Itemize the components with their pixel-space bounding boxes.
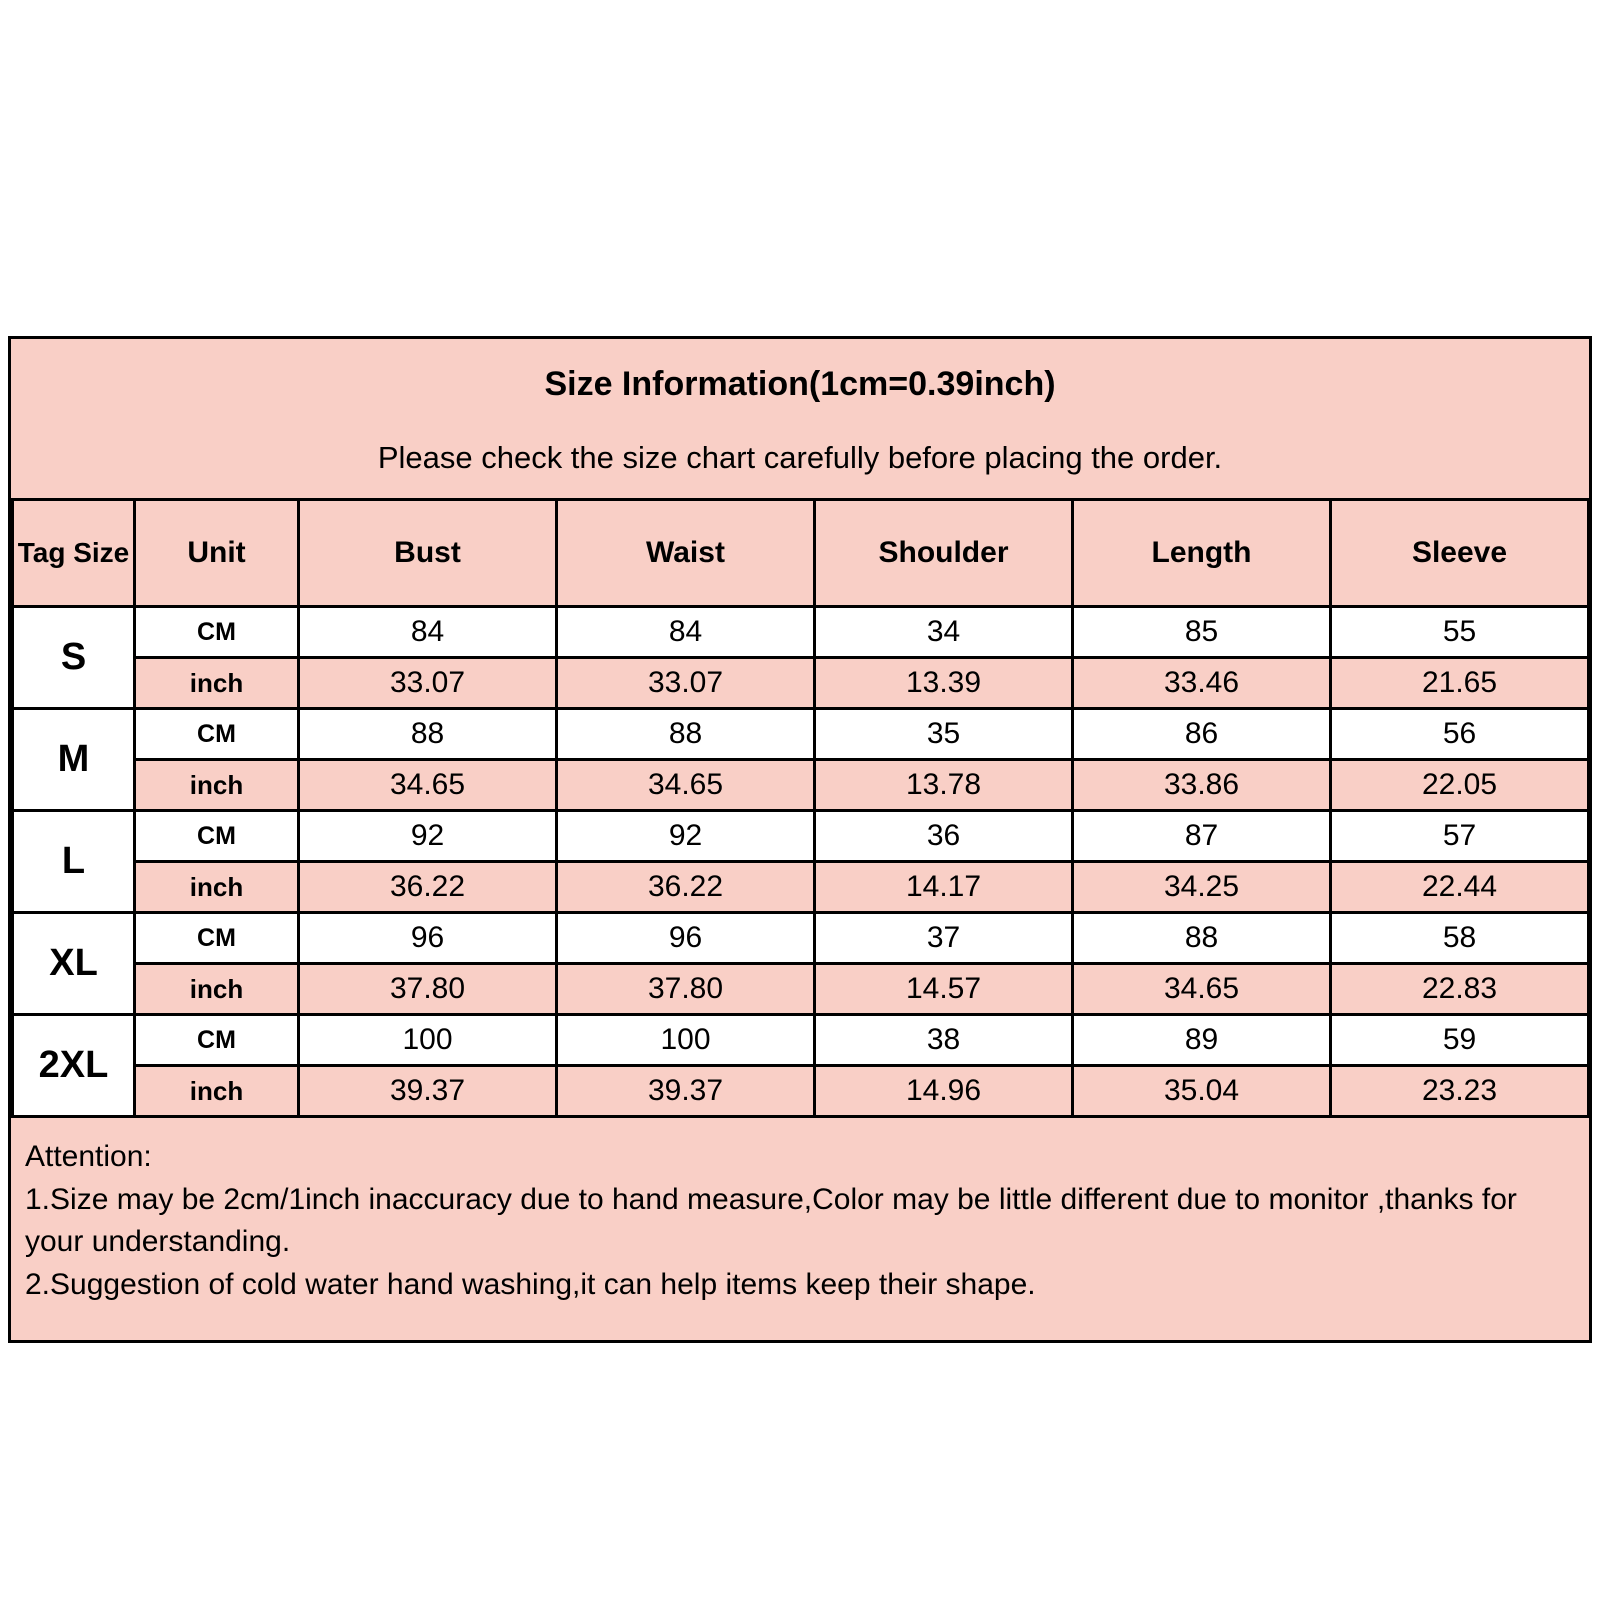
size-chart-panel xyxy=(8,336,1592,1343)
size-label-2xl: 2XL xyxy=(13,1015,135,1117)
size-label-xl: XL xyxy=(13,913,135,1015)
unit-inch: inch xyxy=(135,862,299,913)
table-row xyxy=(13,862,1589,913)
table-row xyxy=(13,709,1589,760)
cell-bust-cm: 88 xyxy=(299,709,557,760)
cell-shoulder-cm: 38 xyxy=(815,1015,1073,1066)
cell-bust-cm: 92 xyxy=(299,811,557,862)
cell-sleeve-inch: 23.23 xyxy=(1331,1066,1589,1117)
table-row xyxy=(13,1015,1589,1066)
cell-shoulder-cm: 37 xyxy=(815,913,1073,964)
cell-length-cm: 88 xyxy=(1073,913,1331,964)
unit-inch: inch xyxy=(135,1066,299,1117)
column-header-bust: Bust xyxy=(299,500,557,607)
cell-length-cm: 86 xyxy=(1073,709,1331,760)
table-row xyxy=(13,658,1589,709)
cell-bust-cm: 96 xyxy=(299,913,557,964)
size-label-l: L xyxy=(13,811,135,913)
cell-waist-cm: 92 xyxy=(557,811,815,862)
column-header-unit: Unit xyxy=(135,500,299,607)
column-header-waist: Waist xyxy=(557,500,815,607)
cell-waist-inch: 36.22 xyxy=(557,862,815,913)
attention-note-1: 1.Size may be 2cm/1inch inaccuracy due to hand measure,Color may be little different due to monitor ,thanks for your understanding. xyxy=(25,1182,1526,1259)
size-label-m: M xyxy=(13,709,135,811)
table-row xyxy=(13,811,1589,862)
cell-bust-inch: 36.22 xyxy=(299,862,557,913)
size-table xyxy=(11,498,1590,1118)
cell-bust-cm: 100 xyxy=(299,1015,557,1066)
unit-cm: CM xyxy=(135,709,299,760)
cell-length-inch: 34.25 xyxy=(1073,862,1331,913)
cell-waist-inch: 33.07 xyxy=(557,658,815,709)
attention-heading: Attention: xyxy=(25,1140,152,1173)
cell-shoulder-inch: 14.57 xyxy=(815,964,1073,1015)
table-row xyxy=(13,964,1589,1015)
cell-shoulder-cm: 36 xyxy=(815,811,1073,862)
column-header-tag-size: Tag Size xyxy=(13,500,135,607)
unit-cm: CM xyxy=(135,1015,299,1066)
cell-sleeve-cm: 56 xyxy=(1331,709,1589,760)
cell-sleeve-inch: 21.65 xyxy=(1331,658,1589,709)
table-row xyxy=(13,760,1589,811)
unit-cm: CM xyxy=(135,607,299,658)
cell-length-cm: 85 xyxy=(1073,607,1331,658)
cell-waist-inch: 39.37 xyxy=(557,1066,815,1117)
table-row xyxy=(13,607,1589,658)
cell-waist-cm: 84 xyxy=(557,607,815,658)
table-row xyxy=(13,913,1589,964)
chart-title: Size Information(1cm=0.39inch) xyxy=(544,365,1056,403)
cell-sleeve-cm: 58 xyxy=(1331,913,1589,964)
cell-bust-inch: 34.65 xyxy=(299,760,557,811)
unit-inch: inch xyxy=(135,658,299,709)
cell-bust-cm: 84 xyxy=(299,607,557,658)
chart-subtitle: Please check the size chart carefully before placing the order. xyxy=(377,440,1223,475)
attention-block xyxy=(11,1118,1589,1340)
cell-shoulder-cm: 34 xyxy=(815,607,1073,658)
cell-sleeve-inch: 22.44 xyxy=(1331,862,1589,913)
unit-inch: inch xyxy=(135,760,299,811)
cell-shoulder-inch: 13.39 xyxy=(815,658,1073,709)
cell-waist-inch: 37.80 xyxy=(557,964,815,1015)
cell-shoulder-inch: 14.17 xyxy=(815,862,1073,913)
cell-length-cm: 89 xyxy=(1073,1015,1331,1066)
cell-shoulder-inch: 14.96 xyxy=(815,1066,1073,1117)
cell-sleeve-cm: 55 xyxy=(1331,607,1589,658)
unit-cm: CM xyxy=(135,811,299,862)
cell-sleeve-cm: 57 xyxy=(1331,811,1589,862)
size-label-s: S xyxy=(13,607,135,709)
column-header-shoulder: Shoulder xyxy=(815,500,1073,607)
cell-waist-cm: 100 xyxy=(557,1015,815,1066)
unit-inch: inch xyxy=(135,964,299,1015)
cell-shoulder-cm: 35 xyxy=(815,709,1073,760)
cell-length-inch: 33.86 xyxy=(1073,760,1331,811)
unit-cm: CM xyxy=(135,913,299,964)
cell-length-inch: 34.65 xyxy=(1073,964,1331,1015)
column-header-length: Length xyxy=(1073,500,1331,607)
cell-waist-cm: 96 xyxy=(557,913,815,964)
cell-length-cm: 87 xyxy=(1073,811,1331,862)
cell-sleeve-cm: 59 xyxy=(1331,1015,1589,1066)
cell-length-inch: 35.04 xyxy=(1073,1066,1331,1117)
table-row xyxy=(13,1066,1589,1117)
cell-length-inch: 33.46 xyxy=(1073,658,1331,709)
cell-bust-inch: 33.07 xyxy=(299,658,557,709)
cell-bust-inch: 37.80 xyxy=(299,964,557,1015)
cell-shoulder-inch: 13.78 xyxy=(815,760,1073,811)
cell-sleeve-inch: 22.05 xyxy=(1331,760,1589,811)
cell-waist-cm: 88 xyxy=(557,709,815,760)
cell-waist-inch: 34.65 xyxy=(557,760,815,811)
chart-header xyxy=(11,339,1589,498)
cell-sleeve-inch: 22.83 xyxy=(1331,964,1589,1015)
cell-bust-inch: 39.37 xyxy=(299,1066,557,1117)
column-header-sleeve: Sleeve xyxy=(1331,500,1589,607)
table-header-row xyxy=(13,500,1589,607)
attention-note-2: 2.Suggestion of cold water hand washing,it can help items keep their shape. xyxy=(25,1267,1036,1301)
